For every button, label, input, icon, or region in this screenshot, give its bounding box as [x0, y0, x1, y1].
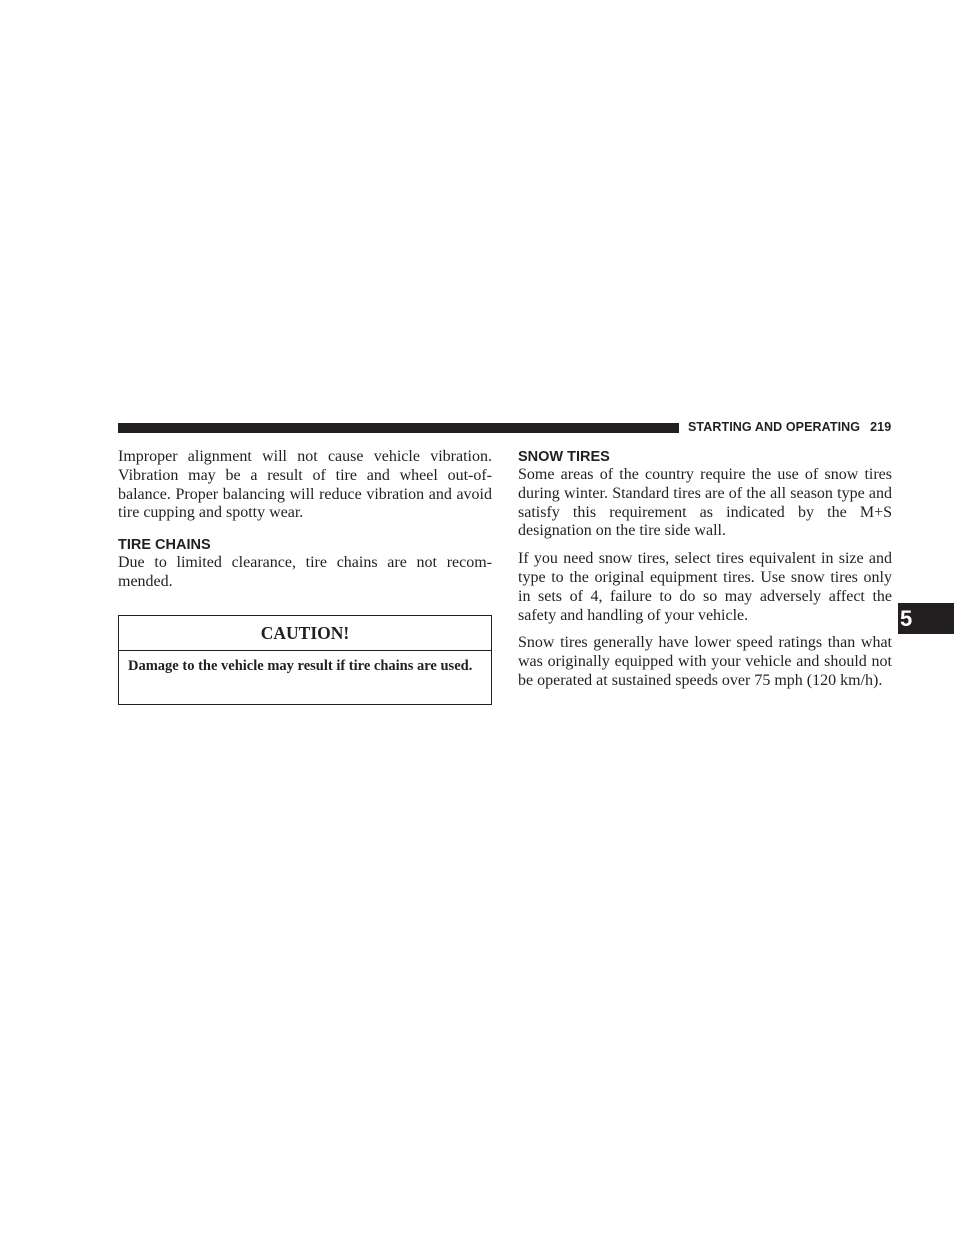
chapter-number: 5: [900, 606, 913, 631]
alignment-paragraph: Improper alignment will not cause vehicle vibration. Vibration may be a result of tire and wheel out-of-balance. Proper balancing will reduce vibration and avoid tire cupping and spotty wear.: [118, 448, 492, 522]
snow-tires-paragraph-2: If you need snow tires, select tires equivalent in size and type to the original equipment tires. Use snow tires only in sets of 4, failure to do so may adversely affect the safety and handling of your vehicle.: [518, 550, 892, 624]
tire-chains-paragraph: Due to limited clearance, tire chains are not recom-mended.: [118, 554, 492, 590]
page-number: 219: [870, 420, 892, 434]
snow-tires-paragraph-3: Snow tires generally have lower speed ratings than what was originally equipped with your vehicle and should not be operated at sustained speeds over 75 mph (120 km/h).: [518, 634, 892, 689]
left-column: [118, 448, 492, 592]
snow-tires-heading: SNOW TIRES: [518, 449, 610, 465]
caution-text: Damage to the vehicle may result if tire chains are used.: [128, 658, 473, 674]
right-column: [518, 448, 892, 691]
chapter-tab: [898, 603, 954, 634]
running-header: [688, 420, 891, 434]
caution-title: CAUTION!: [119, 616, 491, 651]
header-rule: [118, 423, 679, 433]
caution-box: [118, 615, 492, 705]
tire-chains-heading: TIRE CHAINS: [118, 537, 211, 554]
snow-tires-paragraph-1: Some areas of the country require the use of snow tires during winter. Standard tires are of the all season type and satisfy this requirement as indicated by the M+S designation on the tire side wall.: [518, 466, 892, 540]
section-title: STARTING AND OPERATING: [688, 420, 861, 434]
